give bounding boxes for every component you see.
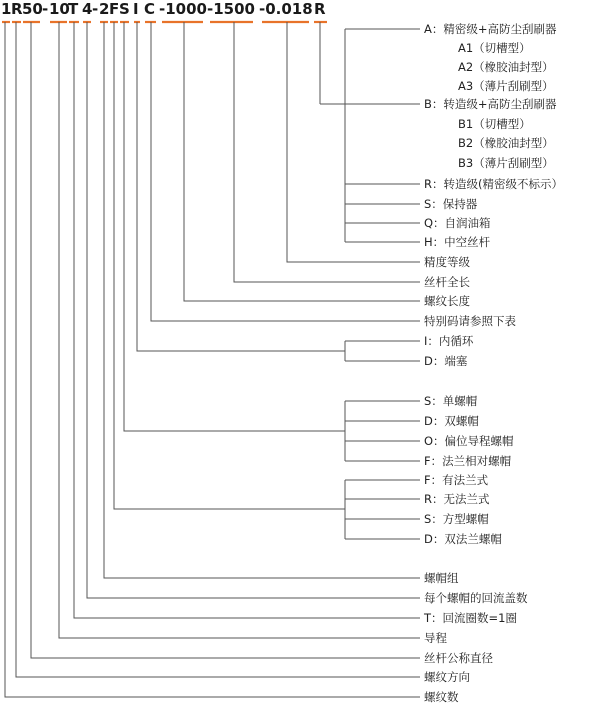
- desc-lead: 导程: [424, 631, 447, 645]
- desc-single-nut: S：单螺帽: [424, 394, 478, 408]
- desc-double-flange: D：双法兰螺帽: [424, 532, 502, 546]
- desc-retainer: S：保持器: [424, 197, 478, 211]
- desc-offset-nut: O：偏位导程螺帽: [424, 434, 514, 448]
- leader-turns: [74, 22, 420, 618]
- desc-grade-b1: B1（切槽型）: [458, 117, 531, 131]
- desc-diameter: 丝杆公称直径: [424, 651, 493, 665]
- code-starts: 1: [1, 0, 12, 18]
- leader-accuracy: [287, 22, 420, 262]
- desc-lube-box: Q：自润油箱: [424, 216, 491, 230]
- desc-grade-b3: B3（薄片刮刷型）: [458, 156, 554, 170]
- code-flange-type: F: [109, 0, 120, 18]
- descriptions: [423, 22, 563, 704]
- code-turns: T: [68, 0, 79, 18]
- leader-total-length: [234, 22, 420, 282]
- desc-end-cap: D：端塞: [424, 354, 468, 368]
- code-lead: 10: [49, 0, 70, 18]
- desc-grade-a1: A1（切槽型）: [458, 41, 531, 55]
- code-direction: R: [11, 0, 23, 18]
- code-hyphen-2: -: [92, 0, 99, 18]
- desc-internal-circulation: I：内循环: [424, 334, 474, 348]
- desc-grade-b: B：转造级+高防尘刮刷器: [424, 97, 557, 111]
- code-special: C: [144, 0, 156, 18]
- code-grade: R: [314, 0, 326, 18]
- desc-turns: T：回流圈数=1圈: [424, 611, 517, 625]
- desc-nut-group: 螺帽组: [424, 571, 459, 585]
- leader-special: [151, 22, 420, 321]
- code-circuits: 4: [82, 0, 93, 18]
- desc-grade-a3: A3（薄片刮刷型）: [458, 79, 554, 93]
- code-nut-type: S: [119, 0, 130, 18]
- desc-grade-b2: B2（橡胶油封型）: [458, 136, 554, 150]
- desc-opposed-flange: F：法兰相对螺帽: [424, 454, 512, 468]
- leader-direction: [16, 22, 420, 677]
- code-total-length: -1500: [207, 0, 255, 18]
- desc-double-nut: D：双螺帽: [424, 414, 479, 428]
- leader-thread-length: [184, 22, 420, 301]
- model-code: [1, 0, 326, 18]
- desc-with-flange: F：有法兰式: [424, 473, 489, 487]
- leader-circulation: [137, 22, 345, 351]
- leader-flange-type: [114, 22, 345, 509]
- code-accuracy: -0.018: [259, 0, 313, 18]
- code-diameter: 50: [22, 0, 43, 18]
- desc-grade-a2: A2（橡胶油封型）: [458, 60, 554, 74]
- desc-grade-r: R：转造级(精密级不标示）: [424, 177, 563, 191]
- code-circulation: I: [133, 0, 139, 18]
- leader-lines: [5, 22, 420, 697]
- desc-thread-length: 螺纹长度: [424, 294, 470, 308]
- leader-lead: [59, 22, 420, 638]
- desc-without-flange: R：无法兰式: [424, 492, 490, 506]
- desc-direction: 螺纹方向: [424, 670, 470, 684]
- code-hyphen-1: -: [42, 0, 49, 18]
- desc-circuits: 每个螺帽的回流盖数: [424, 591, 528, 605]
- desc-grade-a: A：精密级+高防尘刮刷器: [424, 22, 557, 36]
- desc-accuracy: 精度等级: [424, 255, 470, 269]
- leader-starts: [5, 22, 420, 697]
- desc-square-nut: S：方型螺帽: [424, 512, 489, 526]
- leader-diameter: [31, 22, 420, 658]
- desc-hollow-shaft: H：中空丝杆: [424, 235, 491, 249]
- code-thread-length: -1000: [159, 0, 207, 18]
- desc-total-length: 丝杆全长: [424, 275, 470, 289]
- code-nut-group: 2: [99, 0, 110, 18]
- desc-starts: 螺纹数: [424, 690, 459, 704]
- desc-special-code: 特别码请参照下表: [424, 314, 516, 328]
